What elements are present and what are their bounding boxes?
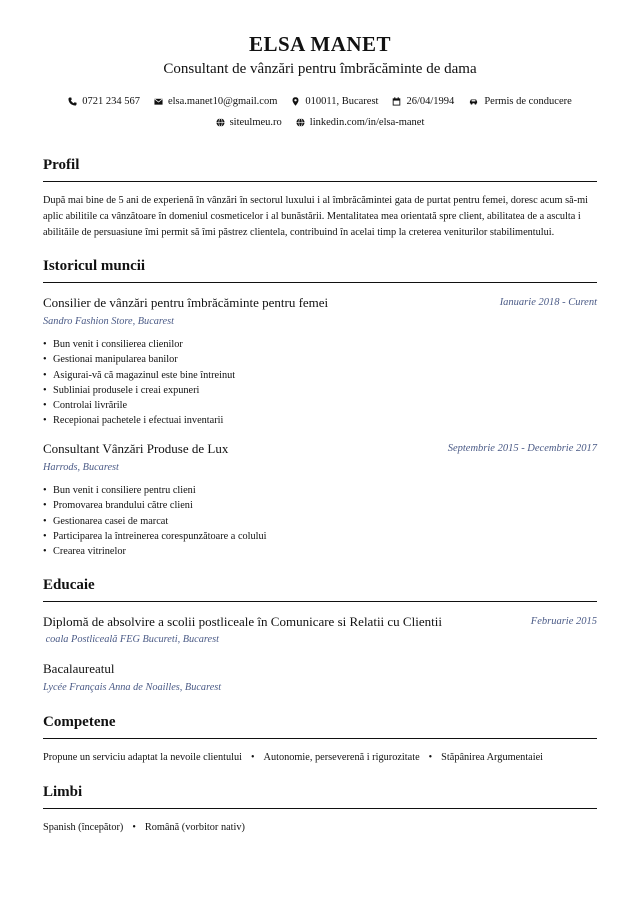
job-organization: Sandro Fashion Store, Bucarest — [43, 316, 174, 327]
list-item: • Participarea la întreinerea corespunzătoare a colului — [43, 529, 267, 544]
contact-linkedin[interactable] — [296, 117, 425, 128]
section-title-skills: Competene — [43, 714, 116, 730]
license-text: Permis de conducere — [484, 96, 572, 107]
website-text: siteulmeu.ro — [229, 117, 282, 128]
birthdate-text: 26/04/1994 — [406, 96, 455, 107]
education-school: Lycée Français Anna de Noailles, Bucarest — [43, 682, 222, 693]
address-text: 010011, Bucarest — [305, 96, 379, 107]
education-school: coala Postliceală FEG Bucureti, Bucarest — [43, 634, 219, 645]
list-item: • Controlai livrările — [43, 398, 235, 413]
section-title-work: Istoricul muncii — [43, 258, 146, 274]
language-item: Spanish (începător) — [43, 822, 124, 833]
education-title: Diplomă de absolvire a scolii postliceale în Comunicare si Relatii cu Clientii — [43, 614, 442, 629]
list-item: • Subliniai produsele i creai expuneri — [43, 383, 235, 398]
contact-phone — [68, 96, 140, 107]
envelope-icon — [154, 97, 163, 106]
section-divider — [43, 738, 597, 739]
job-title: Consultant Vânzări Produse de Lux — [43, 441, 229, 456]
calendar-icon — [392, 97, 401, 106]
location-pin-icon — [291, 97, 300, 106]
contact-email[interactable] — [154, 96, 277, 107]
phone-icon — [68, 97, 77, 106]
list-item: • Recepionai pachetele i efectuai inventarii — [43, 413, 235, 428]
job-title-heading: Consultant de vânzări pentru îmbrăcăminte de dama — [163, 61, 477, 77]
section-title-languages: Limbi — [43, 784, 83, 800]
job-duties-list — [43, 337, 235, 429]
skill-item: Stăpânirea Argumentaiei — [441, 752, 544, 763]
contact-birthdate — [392, 96, 454, 107]
contact-row-2 — [0, 117, 640, 128]
contact-row-1 — [0, 96, 640, 107]
skill-item: Propune un serviciu adaptat la nevoile clientului — [43, 752, 243, 763]
section-divider — [43, 282, 597, 283]
list-item: • Asigurai-vă că magazinul este bine întreinut — [43, 368, 235, 383]
contact-website[interactable] — [216, 117, 282, 128]
email-text: elsa.manet10@gmail.com — [167, 96, 278, 107]
car-icon — [468, 97, 479, 106]
phone-text: 0721 234 567 — [82, 96, 140, 107]
globe-icon — [216, 118, 225, 127]
skill-item: Autonomie, perseverenă i rigurozitate — [263, 752, 420, 763]
linkedin-text: linkedin.com/in/elsa-manet — [309, 117, 425, 128]
candidate-name: ELSA MANET — [248, 32, 392, 56]
contact-address — [291, 96, 378, 107]
section-divider — [43, 808, 597, 809]
language-item: Română (vorbitor nativ) — [144, 822, 245, 833]
section-title-education: Educaie — [43, 577, 95, 593]
list-item: • Bun venit i consilierea clienilor — [43, 337, 235, 352]
globe-icon — [296, 118, 305, 127]
list-item: • Promovarea brandului către clieni — [43, 498, 267, 513]
list-item: • Bun venit i consiliere pentru clieni — [43, 483, 267, 498]
section-divider — [43, 601, 597, 602]
profile-text: După mai bine de 5 ani de experienă în vânzări în sectorul luxului i al îmbrăcămintei gata de purtat pentru femei, doresc acum să-mi aplic abilitile ca vânzătoare în domeniul cosmeticelor i al bunăstării. Mentalitatea mea orientată spre client, abilitatea de a asculta i abilităile de persuasiune îmi permit să îmi păstrez clientela, contribuind în acelai timp la creterea veniturilor stabilimentului. — [43, 195, 588, 238]
section-divider — [43, 181, 597, 182]
list-item: • Gestionarea casei de marcat — [43, 514, 267, 529]
education-title: Bacalaureatul — [43, 661, 115, 676]
job-organization: Harrods, Bucarest — [43, 462, 119, 473]
job-date: Ianuarie 2018 - Curent — [499, 297, 597, 308]
job-date: Septembrie 2015 - Decembrie 2017 — [447, 443, 597, 454]
languages-list: Spanish (începător) • Română (vorbitor nativ) — [43, 822, 245, 833]
contact-license — [468, 96, 571, 107]
job-title: Consilier de vânzări pentru îmbrăcăminte pentru femei — [43, 295, 329, 310]
list-item: • Crearea vitrinelor — [43, 544, 267, 559]
education-date: Februarie 2015 — [530, 616, 597, 627]
skills-list: Propune un serviciu adaptat la nevoile clientului • Autonomie, perseverenă i rigurozitate • Stăpânirea Argumentaiei — [43, 752, 544, 763]
job-duties-list — [43, 483, 267, 559]
section-title-profile: Profil — [43, 157, 80, 173]
list-item: • Gestionai manipularea banilor — [43, 352, 235, 367]
